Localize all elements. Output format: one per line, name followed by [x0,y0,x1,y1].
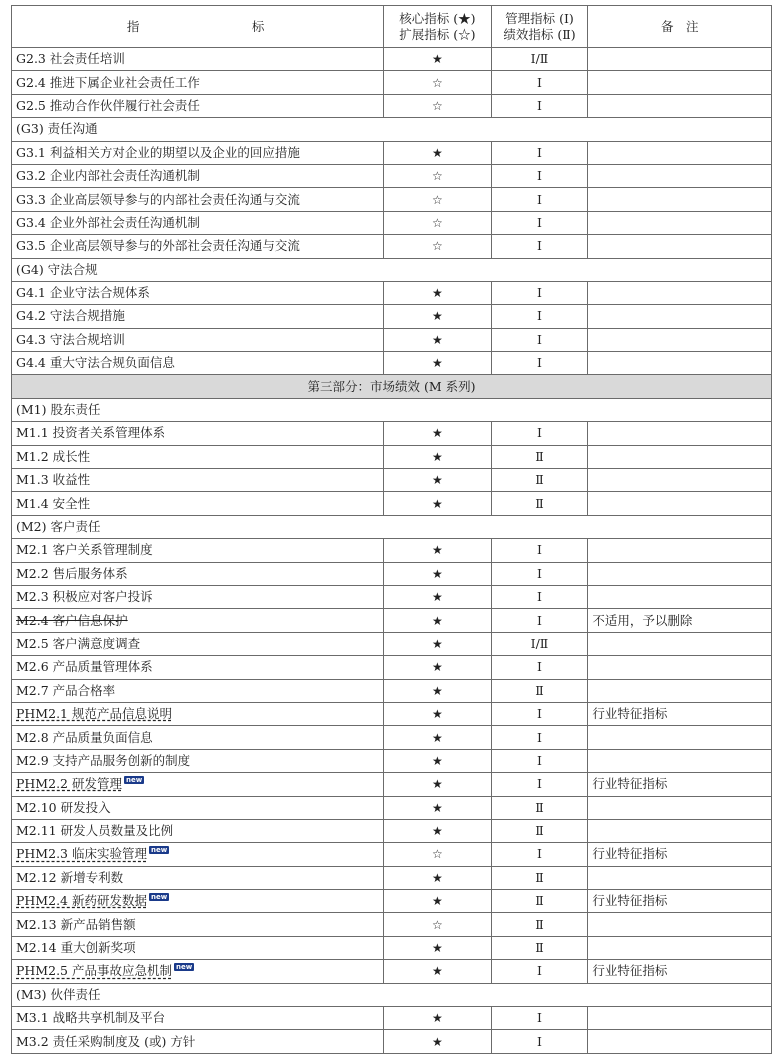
management-performance-cell: Ⅰ [491,281,588,304]
subsection-title: (M3) 伙伴责任 [12,983,772,1006]
indicator-name-cell [12,913,384,936]
indicator-name: M2.10 研发投入 [16,799,111,815]
header-extended-line: 扩展指标 (☆) [399,26,476,42]
new-badge: new [150,846,168,855]
subsection-title: (G4) 守法合规 [12,258,772,281]
management-performance-cell: Ⅰ [491,562,588,585]
management-performance-cell: Ⅱ [491,679,588,702]
indicator-name: M2.1 客户关系管理制度 [16,542,153,558]
remark-cell [588,796,772,819]
table-row [12,352,772,375]
remark-cell: 行业特征指标 [588,702,772,725]
indicator-name-cell [12,48,384,71]
table-row [12,702,772,725]
table-row [12,492,772,515]
core-extended-cell: ★ [384,328,491,351]
indicator-name: PHM2.5 产品事故应急机制 [16,963,172,979]
remark-cell [588,632,772,655]
remark-cell [588,1007,772,1030]
indicator-name: M2.5 客户满意度调查 [16,635,141,651]
indicator-name: M3.2 责任采购制度及 (或) 方针 [16,1033,196,1049]
remark-cell: 行业特征指标 [588,773,772,796]
header-core-extended [384,6,491,48]
table-row [12,305,772,328]
indicator-name-cell [12,726,384,749]
management-performance-cell: Ⅰ [491,539,588,562]
remark-cell [588,749,772,772]
core-extended-cell: ★ [384,1007,491,1030]
indicator-name-cell [12,796,384,819]
subsection-title: (G3) 责任沟通 [12,118,772,141]
indicator-name-cell [12,960,384,983]
core-extended-cell: ★ [384,819,491,842]
subsection-row [12,258,772,281]
subsection-row [12,983,772,1006]
remark-cell [588,492,772,515]
table-row [12,609,772,632]
indicator-name: M2.2 售后服务体系 [16,565,128,581]
core-extended-cell: ★ [384,305,491,328]
management-performance-cell: Ⅱ [491,469,588,492]
indicator-name-cell [12,164,384,187]
management-performance-cell: Ⅰ [491,656,588,679]
core-extended-cell: ★ [384,632,491,655]
indicator-name-cell [12,632,384,655]
indicator-name-cell [12,819,384,842]
header-performance-line: 绩效指标 (Ⅱ) [503,26,576,42]
remark-cell [588,562,772,585]
management-performance-cell: Ⅰ [491,773,588,796]
table-row [12,562,772,585]
indicator-name-cell [12,235,384,258]
management-performance-cell: Ⅰ [491,422,588,445]
table-row [12,819,772,842]
indicator-name-cell [12,211,384,234]
management-performance-cell: Ⅰ [491,141,588,164]
core-extended-cell: ☆ [384,188,491,211]
indicator-name: M2.7 产品合格率 [16,682,116,698]
management-performance-cell: Ⅰ [491,211,588,234]
core-extended-cell: ★ [384,281,491,304]
indicator-name-cell [12,469,384,492]
table-row [12,281,772,304]
management-performance-cell: Ⅰ [491,71,588,94]
subsection-row [12,398,772,421]
remark-cell [588,469,772,492]
remark-cell [588,281,772,304]
core-extended-cell: ★ [384,1030,491,1053]
management-performance-cell: Ⅰ [491,235,588,258]
table-row [12,726,772,749]
indicator-name: M2.13 新产品销售额 [16,916,136,932]
table-row [12,445,772,468]
management-performance-cell: Ⅰ [491,328,588,351]
table-body [12,48,772,1054]
indicator-name: M1.2 成长性 [16,448,91,464]
indicator-name-cell [12,562,384,585]
indicator-name-cell [12,1007,384,1030]
table-row [12,1030,772,1053]
core-extended-cell: ★ [384,492,491,515]
indicator-name: M2.14 重大创新奖项 [16,940,136,956]
remark-cell [588,422,772,445]
table-row [12,211,772,234]
remark-cell [588,235,772,258]
table-row [12,749,772,772]
indicator-name: G4.1 企业守法合规体系 [16,285,150,301]
table-header-row [12,6,772,48]
new-badge: new [175,963,193,972]
core-extended-cell: ★ [384,445,491,468]
management-performance-cell: Ⅱ [491,819,588,842]
indicator-name-cell [12,702,384,725]
indicator-name: G2.3 社会责任培训 [16,51,125,67]
management-performance-cell: Ⅰ [491,702,588,725]
remark-cell: 行业特征指标 [588,960,772,983]
indicator-table [11,5,772,1054]
remark-cell: 不适用，予以删除 [588,609,772,632]
core-extended-cell: ★ [384,352,491,375]
indicator-name: G4.4 重大守法合规负面信息 [16,355,175,371]
indicator-name-cell [12,679,384,702]
core-extended-cell: ★ [384,679,491,702]
new-badge: new [150,893,168,902]
table-row [12,188,772,211]
core-extended-cell: ★ [384,702,491,725]
indicator-name-cell [12,422,384,445]
management-performance-cell: Ⅱ [491,492,588,515]
remark-cell [588,726,772,749]
remark-cell [588,913,772,936]
indicator-name: M2.11 研发人员数量及比例 [16,823,174,839]
core-extended-cell: ★ [384,656,491,679]
remark-cell [588,936,772,959]
remark-cell: 行业特征指标 [588,843,772,866]
core-extended-cell: ★ [384,773,491,796]
core-extended-cell: ★ [384,866,491,889]
management-performance-cell: Ⅱ [491,445,588,468]
core-extended-cell: ☆ [384,211,491,234]
remark-cell [588,445,772,468]
indicator-name: G4.2 守法合规措施 [16,308,125,324]
management-performance-cell: Ⅰ [491,609,588,632]
management-performance-cell: Ⅱ [491,866,588,889]
remark-cell [588,48,772,71]
table-row [12,890,772,913]
indicator-name-cell [12,141,384,164]
remark-cell: 行业特征指标 [588,890,772,913]
indicator-name-cell [12,492,384,515]
table-row [12,960,772,983]
indicator-name: M2.6 产品质量管理体系 [16,659,153,675]
indicator-name-cell [12,866,384,889]
indicator-name-cell [12,585,384,608]
indicator-name: M2.4 客户信息保护 [16,612,128,628]
indicator-name: G3.1 利益相关方对企业的期望以及企业的回应措施 [16,144,300,160]
indicator-name-cell [12,773,384,796]
remark-cell [588,188,772,211]
indicator-name: M1.1 投资者关系管理体系 [16,425,166,441]
indicator-name: PHM2.3 临床实验管理 [16,846,147,862]
indicator-name-cell [12,328,384,351]
core-extended-cell: ★ [384,585,491,608]
header-management-line: 管理指标 (Ⅰ) [505,10,574,26]
core-extended-cell: ★ [384,890,491,913]
core-extended-cell: ★ [384,609,491,632]
core-extended-cell: ★ [384,539,491,562]
indicator-name: G4.3 守法合规培训 [16,331,125,347]
table-row [12,796,772,819]
core-extended-cell: ★ [384,141,491,164]
management-performance-cell: Ⅱ [491,796,588,819]
management-performance-cell: Ⅰ [491,94,588,117]
remark-cell [588,305,772,328]
indicator-name: M2.3 积极应对客户投诉 [16,589,153,605]
indicator-name-cell [12,609,384,632]
core-extended-cell: ★ [384,726,491,749]
indicator-name-cell [12,71,384,94]
indicator-name-cell [12,305,384,328]
remark-cell [588,539,772,562]
table-row [12,469,772,492]
table-row [12,585,772,608]
management-performance-cell: Ⅰ [491,352,588,375]
indicator-name: M2.8 产品质量负面信息 [16,729,153,745]
management-performance-cell: Ⅰ [491,1007,588,1030]
table-row [12,1007,772,1030]
management-performance-cell: Ⅰ [491,726,588,749]
management-performance-cell: Ⅰ [491,585,588,608]
header-remark: 备 注 [588,6,772,48]
header-indicator: 指 标 [12,6,384,48]
core-extended-cell: ★ [384,936,491,959]
management-performance-cell: Ⅰ [491,843,588,866]
remark-cell [588,141,772,164]
part-heading-row [12,375,772,398]
core-extended-cell: ☆ [384,235,491,258]
core-extended-cell: ☆ [384,164,491,187]
part-heading: 第三部分：市场绩效 (M 系列) [12,375,772,398]
indicator-name: M1.3 收益性 [16,472,91,488]
subsection-title: (M2) 客户责任 [12,515,772,538]
core-extended-cell: ☆ [384,94,491,117]
header-core-line: 核心指标 (★) [399,10,476,26]
remark-cell [588,585,772,608]
core-extended-cell: ★ [384,48,491,71]
management-performance-cell: Ⅰ/Ⅱ [491,48,588,71]
core-extended-cell: ★ [384,422,491,445]
core-extended-cell: ☆ [384,71,491,94]
indicator-name-cell [12,749,384,772]
core-extended-cell: ★ [384,796,491,819]
indicator-name: G2.4 推进下属企业社会责任工作 [16,74,200,90]
table-row [12,141,772,164]
indicator-name: G3.3 企业高层领导参与的内部社会责任沟通与交流 [16,191,300,207]
table-row [12,328,772,351]
table-row [12,539,772,562]
remark-cell [588,328,772,351]
indicator-name: PHM2.2 研发管理 [16,776,122,792]
subsection-row [12,118,772,141]
core-extended-cell: ★ [384,469,491,492]
management-performance-cell: Ⅰ [491,1030,588,1053]
remark-cell [588,94,772,117]
indicator-name-cell [12,890,384,913]
indicator-name-cell [12,1030,384,1053]
subsection-title: (M1) 股东责任 [12,398,772,421]
header-management-performance [491,6,588,48]
table-row [12,773,772,796]
indicator-name-cell [12,94,384,117]
indicator-name: G2.5 推动合作伙伴履行社会责任 [16,97,200,113]
indicator-name: G3.5 企业高层领导参与的外部社会责任沟通与交流 [16,238,300,254]
remark-cell [588,679,772,702]
new-badge: new [125,776,143,785]
indicator-name: M3.1 战略共享机制及平台 [16,1010,166,1026]
core-extended-cell: ★ [384,960,491,983]
indicator-name-cell [12,445,384,468]
indicator-name-cell [12,352,384,375]
table-row [12,164,772,187]
table-row [12,632,772,655]
indicator-name-cell [12,188,384,211]
management-performance-cell: Ⅱ [491,890,588,913]
indicator-name: M2.9 支持产品服务创新的制度 [16,752,191,768]
indicator-name-cell [12,656,384,679]
management-performance-cell: Ⅱ [491,936,588,959]
indicator-name: PHM2.1 规范产品信息说明 [16,706,172,722]
table-row [12,94,772,117]
table-row [12,843,772,866]
table-row [12,235,772,258]
indicator-name: M2.12 新增专利数 [16,869,124,885]
table-row [12,48,772,71]
remark-cell [588,819,772,842]
remark-cell [588,1030,772,1053]
core-extended-cell: ☆ [384,843,491,866]
indicator-name: G3.2 企业内部社会责任沟通机制 [16,168,200,184]
remark-cell [588,352,772,375]
table-row [12,71,772,94]
remark-cell [588,164,772,187]
table-row [12,866,772,889]
indicator-name-cell [12,843,384,866]
remark-cell [588,866,772,889]
core-extended-cell: ★ [384,562,491,585]
management-performance-cell: Ⅰ [491,305,588,328]
table-row [12,422,772,445]
management-performance-cell: Ⅰ [491,749,588,772]
management-performance-cell: Ⅰ [491,164,588,187]
management-performance-cell: Ⅰ [491,960,588,983]
indicator-name: M1.4 安全性 [16,495,91,511]
remark-cell [588,71,772,94]
management-performance-cell: Ⅰ [491,188,588,211]
indicator-name: PHM2.4 新药研发数据 [16,893,147,909]
table-row [12,936,772,959]
table-row [12,679,772,702]
management-performance-cell: Ⅰ/Ⅱ [491,632,588,655]
indicator-name: G3.4 企业外部社会责任沟通机制 [16,214,200,230]
subsection-row [12,515,772,538]
table-row [12,656,772,679]
table-row [12,913,772,936]
core-extended-cell: ★ [384,749,491,772]
management-performance-cell: Ⅱ [491,913,588,936]
indicator-name-cell [12,281,384,304]
indicator-name-cell [12,539,384,562]
remark-cell [588,656,772,679]
remark-cell [588,211,772,234]
indicator-name-cell [12,936,384,959]
core-extended-cell: ☆ [384,913,491,936]
